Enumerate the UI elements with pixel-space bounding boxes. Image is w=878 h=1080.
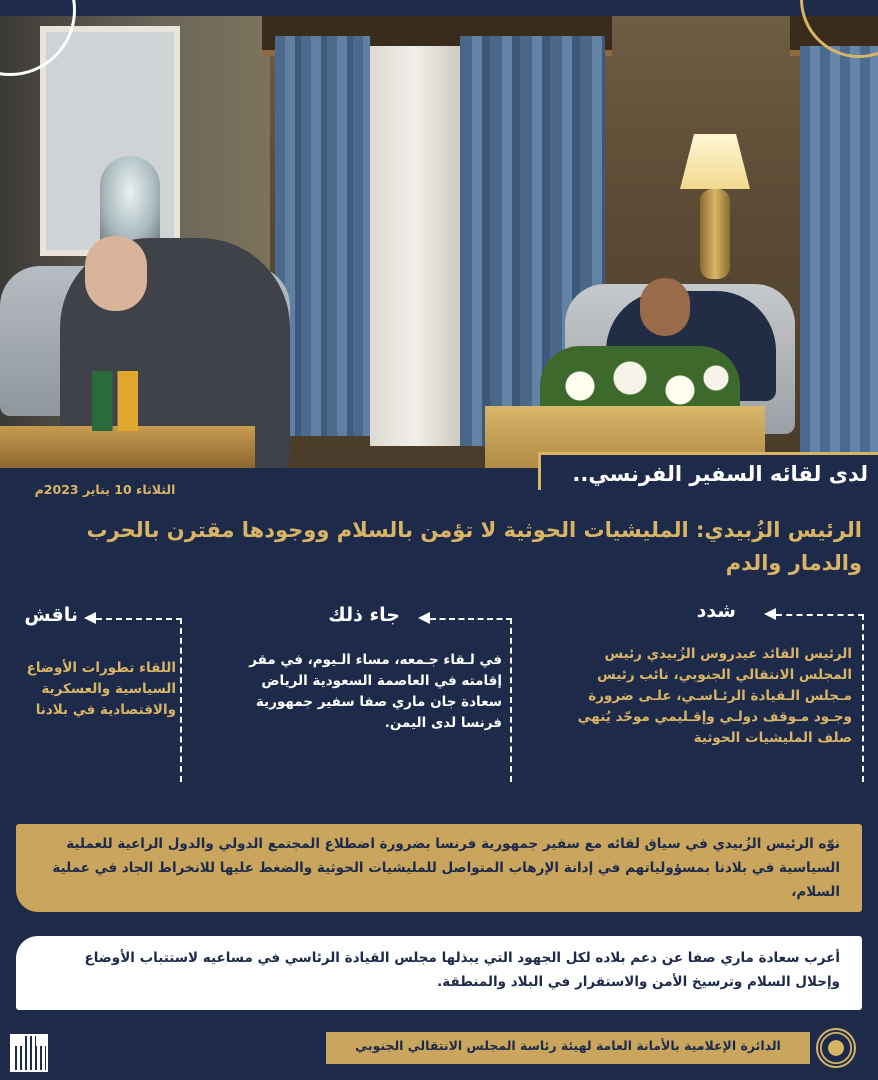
column-body-discussed: اللقاء تطورات الأوضاع السياسية والعسكرية والاقتصادية في بلادنا xyxy=(26,660,176,718)
meeting-photo xyxy=(0,16,878,468)
dashed-connector xyxy=(96,618,182,620)
dashed-connector xyxy=(510,618,512,782)
arrow-left-icon xyxy=(84,612,96,624)
dashed-connector xyxy=(776,614,864,616)
caption-title: لدى لقائه السفير الفرنسي.. xyxy=(572,462,868,486)
publish-date: الثلاثاء 10 يناير 2023م xyxy=(34,482,176,497)
dashed-connector xyxy=(430,618,512,620)
dashed-connector xyxy=(180,618,182,782)
arrow-left-icon xyxy=(764,608,776,620)
qr-code-icon[interactable] xyxy=(10,1034,48,1072)
column-heading-emphasized: شدد xyxy=(696,600,736,622)
column-heading-discussed: ناقش xyxy=(24,604,78,626)
dashed-connector xyxy=(862,614,864,782)
arrow-left-icon xyxy=(418,612,430,624)
column-body-context: في لـقاء جـمعه، مساء الـيوم، في مقر إقامته في العاصمة السعودية الرياض سعادة جان ماري صفا سفير جمهورية فرنسا لدى اليمن. xyxy=(249,652,502,731)
column-heading-context: جاء ذلك xyxy=(328,604,400,626)
white-paragraph: أعرب سعادة ماري صفا عن دعم بلاده لكل الجهود التي يبذلها مجلس القيادة الرئاسي في مساعيه لاستتباب الأوضاع وإحلال السلام وترسيخ الأمن والاستقرار في البلاد والمنطقة. xyxy=(84,950,840,990)
footer-credit: الدائرة الإعلامية بالأمانة العامة لهيئة رئاسة المجلس الانتقالي الجنوبي xyxy=(355,1038,781,1053)
gold-paragraph: نوّه الرئيس الزُبيدي في سياق لقائه مع سفير جمهورية فرنسا بضرورة اضطلاع المجتمع الدولي والدول الراعية للعملية السياسية في بلادنا بمسؤولياتهم في إدانة الإرهاب المتواصل للمليشيات الحوثية والضغط عليها للانخراط الجاد في عملية السلام، xyxy=(52,836,840,900)
headline: الرئيس الزُبيدي: المليشيات الحوثية لا تؤمن بالسلام ووجودها مقترن بالحرب والدمار والدم xyxy=(86,518,862,575)
council-emblem-icon xyxy=(816,1028,856,1068)
column-body-emphasized: الرئيس القائد عيدروس الزُبيدي رئيس المجلس الانتقالي الجنوبي، نائب رئيس مـجلس الـقيادة الرئـاسـي، علـى ضرورة وجـود مـوقف دولـي وإقـليمي موحّد يُنهي صلف المليشيات الحوثية xyxy=(577,646,852,746)
